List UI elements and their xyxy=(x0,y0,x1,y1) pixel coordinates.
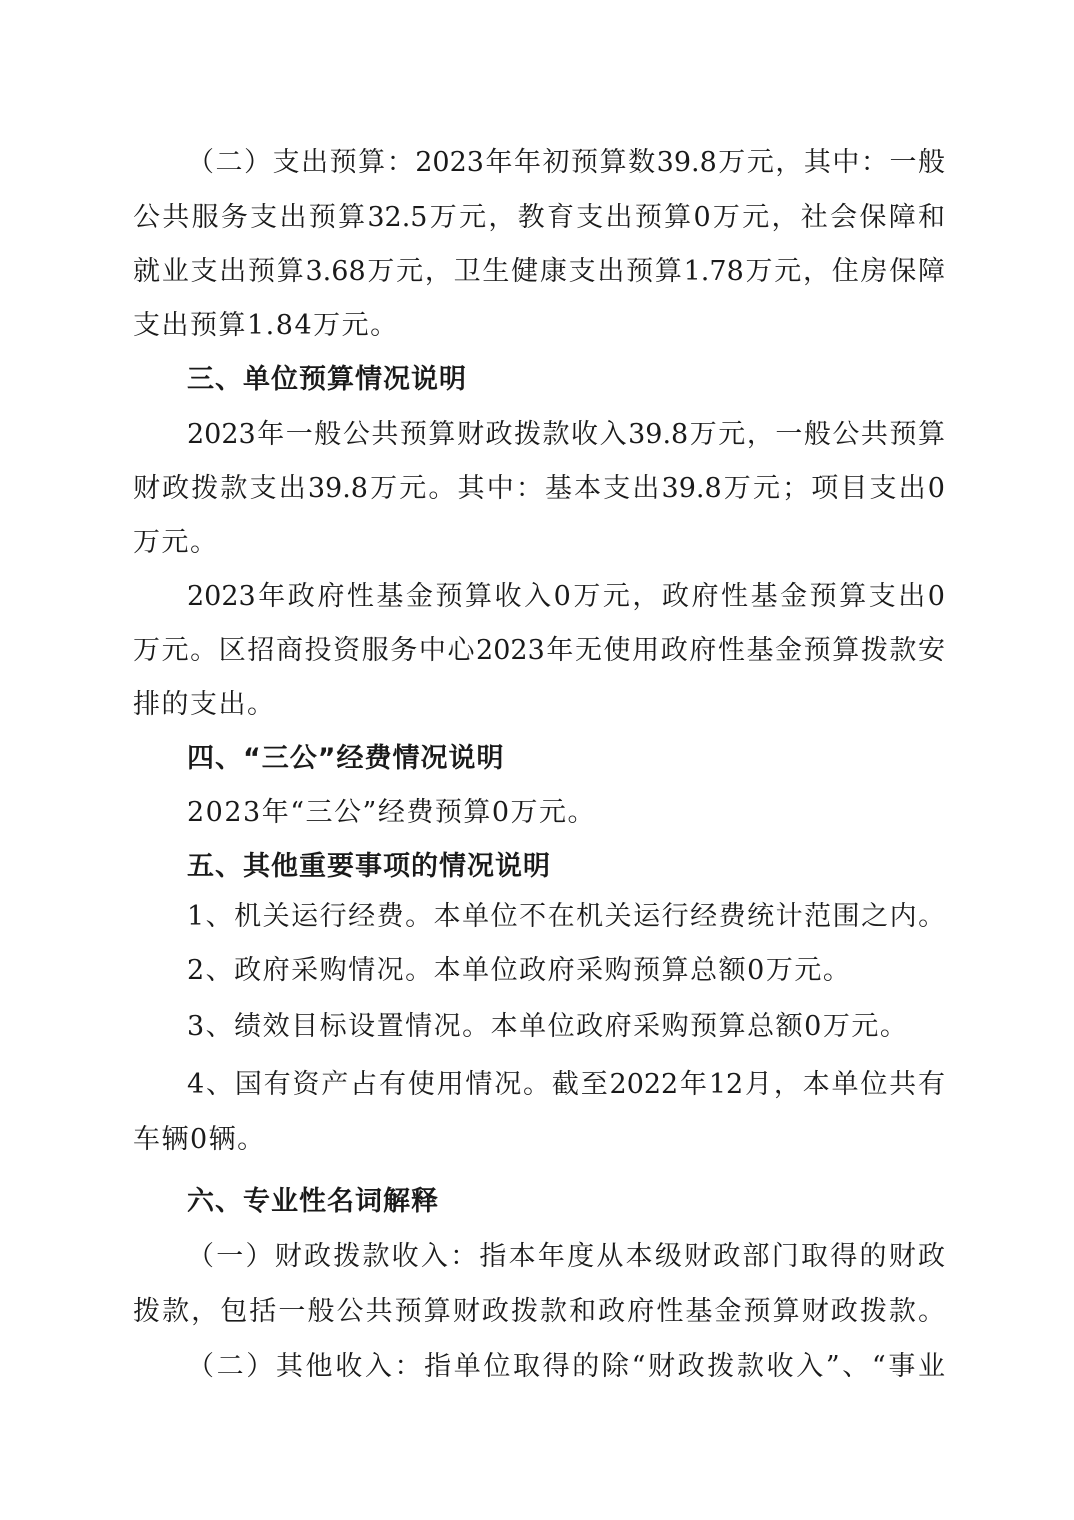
paragraph-line: 车辆0辆。 xyxy=(133,1124,266,1155)
paragraph-line: 就业支出预算3.68万元，卫生健康支出预算1.78万元，住房保障 xyxy=(133,256,945,287)
paragraph-line: 2023年一般公共预算财政拨款收入39.8万元，一般公共预算 xyxy=(187,419,945,450)
section-heading-4: 四、“三公”经费情况说明 xyxy=(187,743,505,774)
list-item: 1、机关运行经费。本单位不在机关运行经费统计范围之内。 xyxy=(187,901,947,932)
section-heading-3: 三、单位预算情况说明 xyxy=(187,364,467,395)
paragraph-line: 2023年“三公”经费预算0万元。 xyxy=(187,797,596,828)
paragraph-line: 排的支出。 xyxy=(133,689,276,720)
paragraph-line: 万元。区招商投资服务中心2023年无使用政府性基金预算拨款安 xyxy=(133,635,945,666)
paragraph-line: （一）财政拨款收入：指本年度从本级财政部门取得的财政 xyxy=(187,1241,945,1272)
list-item: 3、绩效目标设置情况。本单位政府采购预算总额0万元。 xyxy=(187,1011,909,1042)
paragraph-line: 财政拨款支出39.8万元。其中：基本支出39.8万元；项目支出0 xyxy=(133,473,945,504)
paragraph-line: 2023年政府性基金预算收入0万元，政府性基金预算支出0 xyxy=(187,581,945,612)
paragraph-line: 拨款，包括一般公共预算财政拨款和政府性基金预算财政拨款。 xyxy=(133,1296,945,1327)
section-heading-6: 六、专业性名词解释 xyxy=(187,1186,439,1217)
paragraph-line: 公共服务支出预算32.5万元，教育支出预算0万元，社会保障和 xyxy=(133,202,945,233)
paragraph-line: 支出预算1.84万元。 xyxy=(133,310,399,341)
paragraph-line: （二）其他收入：指单位取得的除“财政拨款收入”、“事业 xyxy=(187,1351,945,1382)
list-item: 4、国有资产占有使用情况。截至2022年12月，本单位共有 xyxy=(187,1069,945,1100)
section-heading-5: 五、其他重要事项的情况说明 xyxy=(187,851,551,882)
paragraph-line: （二）支出预算：2023年年初预算数39.8万元，其中：一般 xyxy=(187,147,945,178)
list-item: 2、政府采购情况。本单位政府采购预算总额0万元。 xyxy=(187,955,852,986)
paragraph-line: 万元。 xyxy=(133,527,219,558)
